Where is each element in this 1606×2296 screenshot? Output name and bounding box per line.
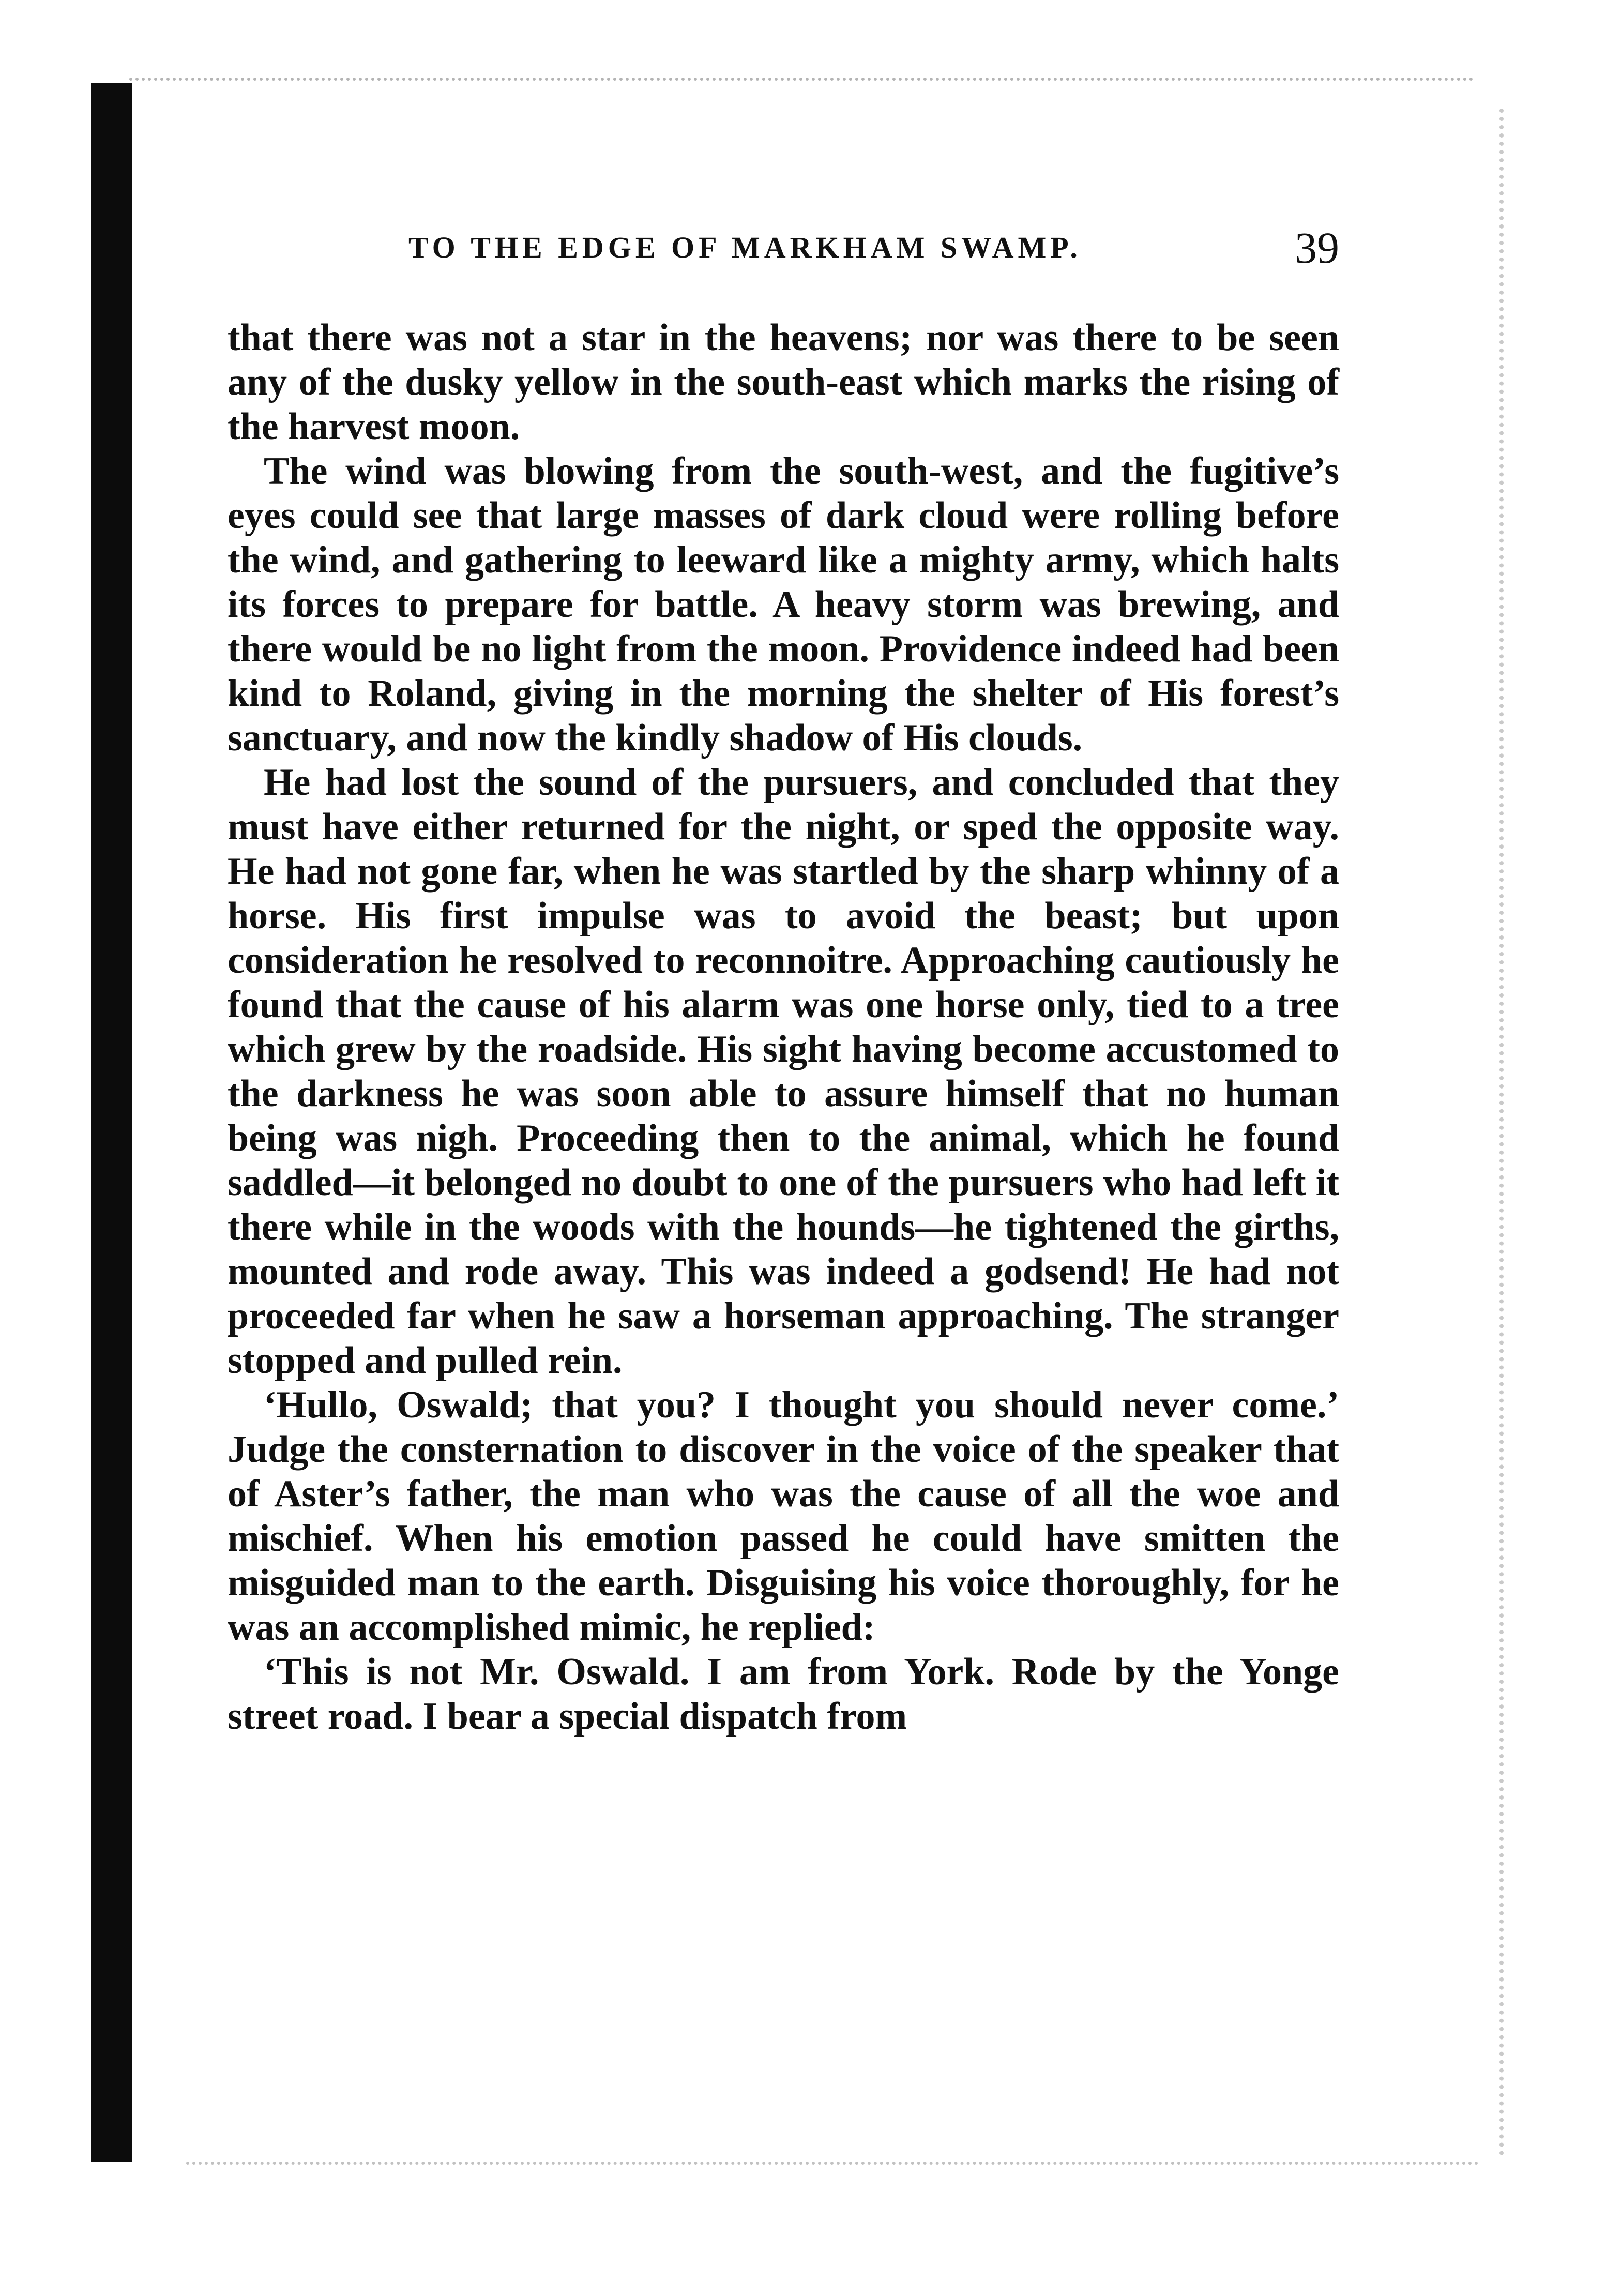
body-text: [228, 315, 1339, 1739]
paragraph-5: ‘This is not Mr. Oswald. I am from York. Rode by the Yonge street road. I bear a special dispatch from: [228, 1651, 1339, 1738]
binding-edge-shadow: [91, 83, 132, 2162]
bottom-edge-speckle: [186, 2162, 1479, 2180]
paragraph-4: ‘Hullo, Oswald; that you? I thought you should never come.’ Judge the consternation to discover in the voice of the speaker that of Aster’s father, the man who was the cause of all the woe and mischief. When his emotion passed he could have smitten the misguided man to the earth. Disguising his voice thoroughly, for he was an accomplished mimic, he replied:: [228, 1384, 1339, 1649]
right-edge-speckle: [1499, 109, 1514, 2156]
page-number: 39: [1295, 223, 1339, 273]
running-head: [228, 223, 1339, 287]
running-title: TO THE EDGE OF MARKHAM SWAMP.: [408, 231, 1082, 264]
paragraph-1: that there was not a star in the heavens; nor was there to be seen any of the dusky yellow in the south-east which marks the rising of the harvest moon.: [228, 316, 1339, 448]
top-edge-speckle: [129, 78, 1474, 101]
paragraph-3: He had lost the sound of the pursuers, and concluded that they must have either returned for the night, or sped the opposite way. He had not gone far, when he was startled by the sharp whinny of a horse. His first impulse was to avoid the beast; but upon consideration he resolved to reconnoitre. Approaching cautiously he found that the cause of his alarm was one horse only, tied to a tree which grew by the roadside. His sight having become accustomed to the darkness he was soon able to assure himself that no human being was nigh. Proceeding then to the animal, which he found saddled—it belonged no doubt to one of the pursuers who had left it there while in the woods with the hounds—he tightened the girths, mounted and rode away. This was indeed a godsend! He had not proceeded far when he saw a horseman approaching. The stranger stopped and pulled rein.: [228, 761, 1339, 1382]
paragraph-2: The wind was blowing from the south-west, and the fugitive’s eyes could see that large masses of dark cloud were rolling before the wind, and gathering to leeward like a mighty army, which halts its forces to prepare for battle. A heavy storm was brewing, and there would be no light from the moon. Providence indeed had been kind to Roland, giving in the morning the shelter of His forest’s sanctuary, and now the kindly shadow of His clouds.: [228, 450, 1339, 759]
